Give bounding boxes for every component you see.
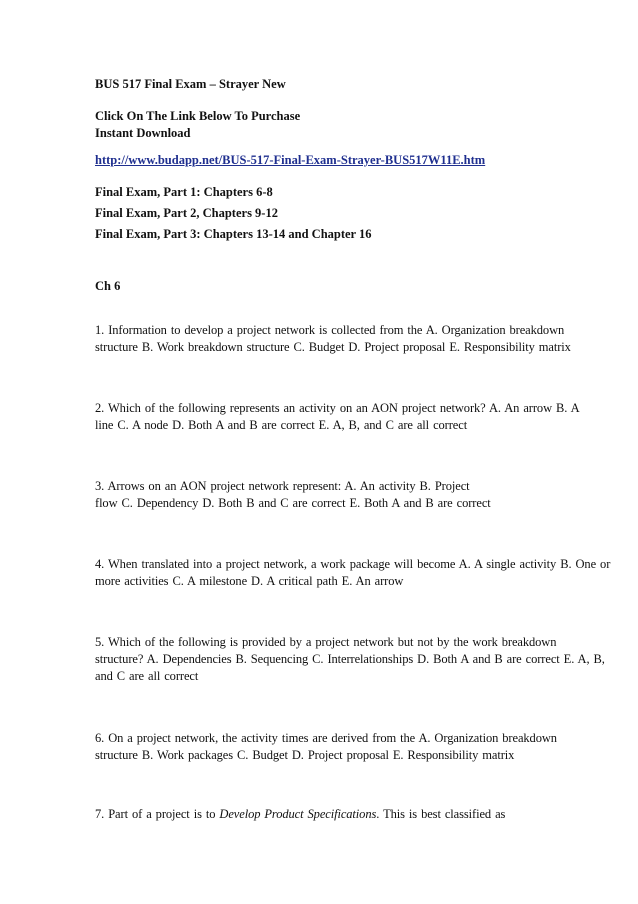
question-6 [95,730,638,764]
question-4 [95,556,638,590]
question-5-line-1: 5. Which of the following is provided by a project network but not by the work breakdown [95,635,557,649]
purchase-link[interactable]: http://www.budapp.net/BUS-517-Final-Exam-Strayer-BUS517W11E.htm [95,153,486,167]
purchase-line-2: Instant Download [95,126,191,140]
question-2-line-2: line C. A node D. Both A and B are correct E. A, B, and C are all correct [95,418,468,432]
question-1-line-1: 1. Information to develop a project network is collected from the A. Organization breakdown [95,323,565,337]
question-3-line-1: 3. Arrows on an AON project network represent: A. An activity B. Project [95,479,470,493]
question-7-italic-term: Develop Product Specifications [219,807,377,821]
question-1 [95,322,638,356]
question-7 [95,806,638,823]
question-4-line-1: 4. When translated into a project network, a work package will become A. A single activity B. One or [95,557,611,571]
question-6-line-2: structure B. Work packages C. Budget D. Project proposal E. Responsibility matrix [95,748,515,762]
question-7-line-1 [95,806,638,823]
question-5 [95,634,638,685]
document-title: BUS 517 Final Exam – Strayer New [95,77,286,91]
question-7-suffix: . This is best classified as [376,807,506,821]
purchase-link-row [95,152,638,169]
question-3-line-2: flow C. Dependency D. Both B and C are correct E. Both A and B are correct [95,496,491,510]
question-5-line-2: structure? A. Dependencies B. Sequencing C. Interrelationships D. Both A and B are correct E. A, B, [95,652,605,666]
question-2-line-1: 2. Which of the following represents an activity on an AON project network? A. An arrow B. A [95,401,580,415]
question-2 [95,400,638,434]
question-4-line-2: more activities C. A milestone D. A critical path E. An arrow [95,574,404,588]
question-6-line-1: 6. On a project network, the activity times are derived from the A. Organization breakdown [95,731,557,745]
question-3 [95,478,638,512]
chapter-heading: Ch 6 [95,279,121,293]
question-7-prefix: 7. Part of a project is to [95,807,220,821]
question-1-line-2: structure B. Work breakdown structure C. Budget D. Project proposal E. Responsibility matrix [95,340,571,354]
purchase-line-1: Click On The Link Below To Purchase [95,109,301,123]
exam-part-1: Final Exam, Part 1: Chapters 6-8 [95,185,273,199]
exam-parts-list [95,184,638,243]
purchase-instructions [95,108,638,142]
exam-part-3: Final Exam, Part 3: Chapters 13-14 and Chapter 16 [95,227,372,241]
exam-part-2: Final Exam, Part 2, Chapters 9-12 [95,206,278,220]
question-5-line-3: and C are all correct [95,669,199,683]
